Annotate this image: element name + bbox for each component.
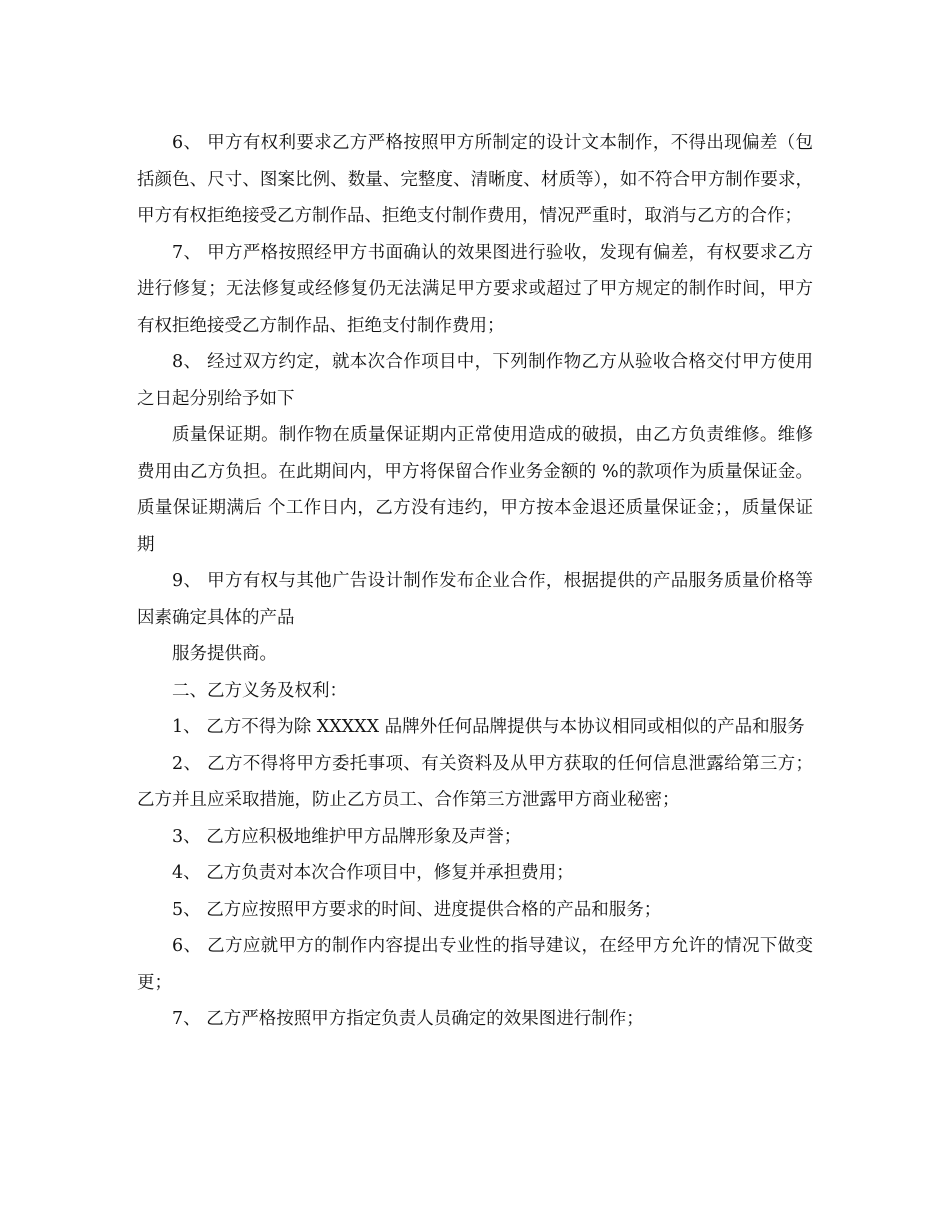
clause-service-provider: 服务提供商。 (172, 644, 277, 664)
document-body (137, 125, 813, 1038)
clause-party-b-4-repair: 4、 乙方负责对本次合作项目中，修复并承担费用； (172, 863, 574, 883)
clause-party-b-3-brand-image: 3、 乙方应积极地维护甲方品牌形象及声誉； (172, 826, 522, 847)
section-heading-party-b: 二、乙方义务及权利： (172, 680, 347, 701)
clause-party-a-7-acceptance: 7、 甲方严格按照经甲方书面确认的效果图进行验收，发现有偏差，有权要求乙方进行修复；无法修复或经修复仍无法满足甲方要求或超过了甲方规定的制作时间，甲方有权拒绝接受乙方制作品、拒绝支付制作费用； (137, 242, 813, 336)
clause-party-a-8-warranty: 8、 经过双方约定，就本次合作项目中，下列制作物乙方从验收合格交付甲方使用之日起分别给予如下 (137, 352, 813, 409)
clause-party-a-6-design-compliance: 6、 甲方有权利要求乙方严格按照甲方所制定的设计文本制作，不得出现偏差（包括颜色、尺寸、图案比例、数量、完整度、清晰度、材质等），如不符合甲方制作要求，甲方有权拒绝接受乙方制作品、拒绝支付制作费用，情况严重时，取消与乙方的合作； (137, 133, 813, 226)
clause-warranty-period-detail: 质量保证期。制作物在质量保证期内正常使用造成的破损，由乙方负责维修。维修费用由乙方负担。在此期间内，甲方将保留合作业务金额的 %的款项作为质量保证金。质量保证期满后 个工作日内，乙方没有违约，甲方按本金退还质量保证金；，质量保证期 (137, 425, 813, 555)
clause-party-b-5-schedule: 5、 乙方应按照甲方要求的时间、进度提供合格的产品和服务； (172, 899, 662, 920)
clause-party-b-7-production: 7、 乙方严格按照甲方指定负责人员确定的效果图进行制作； (172, 1009, 644, 1029)
clause-party-b-1-exclusivity: 1、 乙方不得为除 XXXXX 品牌外任何品牌提供与本协议相同或相似的产品和服务 (172, 717, 805, 737)
clause-party-b-2-confidentiality: 2、 乙方不得将甲方委托事项、有关资料及从甲方获取的任何信息泄露给第三方；乙方并且应采取措施，防止乙方员工、合作第三方泄露甲方商业秘密； (137, 753, 813, 810)
clause-party-b-6-advice: 6、 乙方应就甲方的制作内容提出专业性的指导建议，在经甲方允许的情况下做变更； (137, 936, 813, 993)
clause-party-a-9-other-suppliers: 9、 甲方有权与其他广告设计制作发布企业合作，根据提供的产品服务质量价格等因素确定具体的产品 (137, 571, 813, 628)
